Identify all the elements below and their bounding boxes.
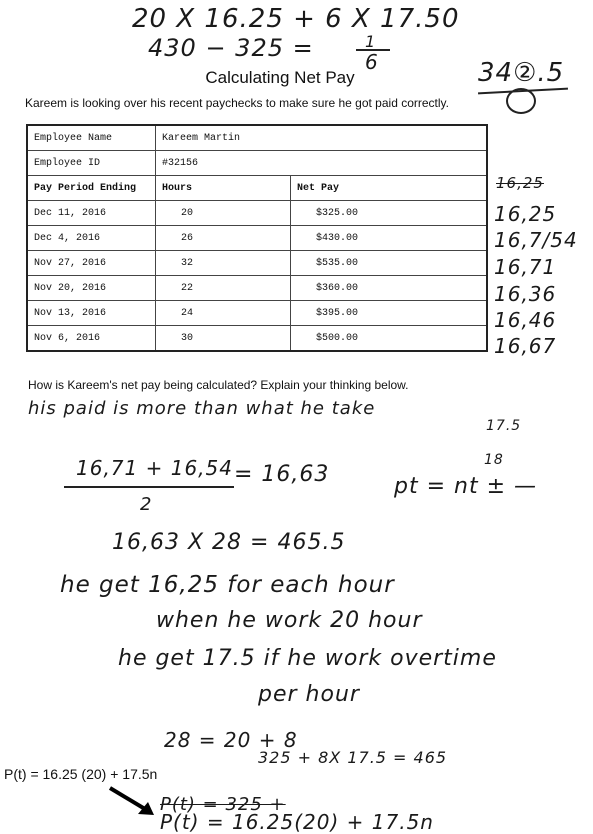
handwritten-fraction-denominator: 6 (365, 50, 379, 74)
explanation-line-4: per hour (258, 682, 360, 707)
side-rate: 16,46 (494, 308, 557, 332)
header-net-pay: Net Pay (291, 176, 488, 201)
paycheck-table (26, 124, 488, 352)
table-row (27, 251, 487, 276)
row-date: Nov 20, 2016 (27, 276, 156, 301)
employee-id-value: #32156 (156, 151, 488, 176)
row-date: Dec 4, 2016 (27, 226, 156, 251)
pt-formula: pt = nt ± — (394, 474, 537, 499)
explanation-line-3: he get 17.5 if he work overtime (118, 646, 497, 671)
arrow-icon (108, 786, 158, 818)
row-hours: 20 (156, 201, 291, 226)
handwritten-rate-note: 17.5 (486, 418, 522, 434)
page-title: Calculating Net Pay (205, 68, 355, 87)
row-hours: 24 (156, 301, 291, 326)
intro-text: Kareem is looking over his recent paychecks to make sure he got paid correctly. (25, 96, 449, 110)
crossed-out-circle (506, 88, 536, 114)
table-row (27, 226, 487, 251)
handwritten-note: his paid is more than what he take (28, 398, 376, 419)
row-net-pay: $535.00 (291, 251, 488, 276)
average-fraction-bar (64, 486, 234, 488)
table-row (27, 301, 487, 326)
header-pay-period: Pay Period Ending (27, 176, 156, 201)
side-rate: 16,36 (494, 282, 557, 306)
hours-split: 28 = 20 + 8 (164, 728, 298, 752)
average-denominator: 2 (140, 494, 153, 515)
average-result: = 16,63 (234, 462, 330, 487)
side-rate: 16,67 (494, 334, 557, 358)
explanation-line-2: when he work 20 hour (156, 608, 423, 633)
handwritten-subtraction: 430 − 325 = (148, 34, 314, 62)
table-row (27, 201, 487, 226)
handwritten-top-right-value: 34②.5 (478, 58, 565, 88)
row-net-pay: $500.00 (291, 326, 488, 352)
explanation-line-1: he get 16,25 for each hour (60, 572, 395, 598)
table-header-row (27, 176, 487, 201)
employee-name-label: Employee Name (27, 125, 156, 151)
row-date: Nov 6, 2016 (27, 326, 156, 352)
employee-id-row (27, 151, 487, 176)
employee-id-label: Employee ID (27, 151, 156, 176)
bottom-formula: P(t) = 16.25(20) + 17.5n (160, 810, 434, 834)
row-date: Dec 11, 2016 (27, 201, 156, 226)
side-rate: 16,71 (494, 255, 557, 279)
row-hours: 22 (156, 276, 291, 301)
row-net-pay: $395.00 (291, 301, 488, 326)
table-row (27, 326, 487, 352)
multiplication-line: 16,63 X 28 = 465.5 (112, 530, 346, 555)
average-numerator: 16,71 + 16,54 (76, 456, 233, 480)
handwritten-fraction-numerator: 1 (365, 32, 377, 51)
header-hours: Hours (156, 176, 291, 201)
employee-name-value: Kareem Martin (156, 125, 488, 151)
row-date: Nov 27, 2016 (27, 251, 156, 276)
pt-formula-superscript: 18 (484, 452, 504, 468)
row-hours: 26 (156, 226, 291, 251)
typed-formula: P(t) = 16.25 (20) + 17.5n (4, 766, 158, 782)
row-net-pay: $430.00 (291, 226, 488, 251)
row-net-pay: $360.00 (291, 276, 488, 301)
side-rate: 16,7/54 (494, 228, 578, 252)
row-date: Nov 13, 2016 (27, 301, 156, 326)
handwritten-expression: 20 X 16.25 + 6 X 17.50 (132, 4, 460, 34)
question-text: How is Kareem's net pay being calculated? Explain your thinking below. (28, 378, 409, 392)
row-hours: 32 (156, 251, 291, 276)
row-net-pay: $325.00 (291, 201, 488, 226)
side-rate: 16,25 (494, 202, 557, 226)
bottom-crossed-formula: P(t) = 325 + (160, 794, 286, 815)
row-hours: 30 (156, 326, 291, 352)
side-rate-crossed: 16,25 (496, 174, 544, 192)
table-row (27, 276, 487, 301)
pay-split: 325 + 8X 17.5 = 465 (258, 748, 448, 767)
employee-name-row (27, 125, 487, 151)
